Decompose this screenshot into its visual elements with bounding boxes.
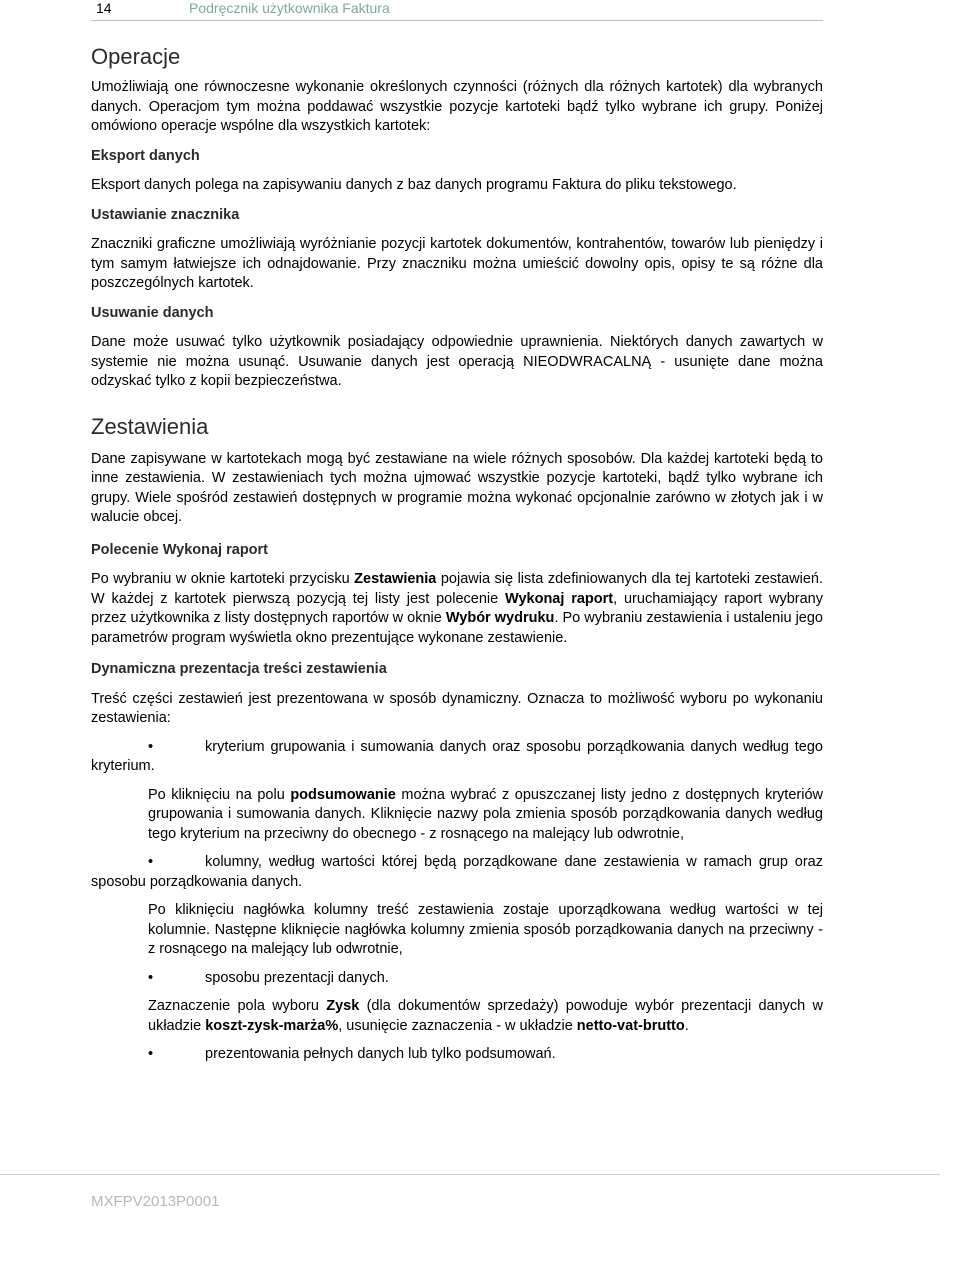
heading-eksport: Eksport danych	[91, 147, 200, 164]
heading-znacznik: Ustawianie znacznika	[91, 206, 240, 223]
running-title: Podręcznik użytkownika Faktura	[189, 0, 390, 16]
footer-divider	[0, 1174, 940, 1175]
heading-dynamiczna: Dynamiczna prezentacja treści zestawienia	[91, 661, 387, 677]
heading-usuwanie: Usuwanie danych	[91, 304, 214, 321]
raport-text: Po wybraniu w oknie kartoteki przycisku Zestawienia pojawia się lista zdefiniowanych dla tej kartoteki zestawień. W każdej z kartotek pierwszą pozycją tej listy jest polecenie Wykonaj raport, uruchamiający raport wybrany przez użytkownika z listy dostępnych raportów w oknie Wybór wydruku. Po wybraniu zestawienia i ustaleniu jego parametrów program wyświetla okno prezentujące wykonane zestawienie.	[91, 571, 823, 646]
bullet2-detail: Po kliknięciu nagłówka kolumny treść zestawienia zostaje uporządkowana według wartości w tej kolumnie. Następne kliknięcie nagłówka kolumny zmienia sposób porządkowania danych na przeciwny - z rosnącego na malejący lub odwrotnie,	[148, 902, 823, 957]
list-item: • sposobu prezentacji danych.	[91, 969, 823, 989]
bullet-glyph: •	[148, 1046, 154, 1062]
list-item: • prezentowania pełnych danych lub tylko podsumowań.	[91, 1045, 823, 1065]
bullet3-detail: Zaznaczenie pola wyboru Zysk (dla dokumentów sprzedaży) powoduje wybór prezentacji danych w układzie koszt-zysk-marża%, usunięcie zaznaczenia - w układzie netto-vat-brutto.	[148, 998, 823, 1034]
footer-code: MXFPV2013P0001	[91, 1193, 220, 1210]
bullet1-detail: Po kliknięciu na polu podsumowanie można wybrać z opuszczanej listy jedno z dostępnych kryteriów grupowania i sumowania danych. Kliknięcie nazwy pola zmienia sposób porządkowania danych według tego kryterium na przeciwny do obecnego - z rosnącego na malejący lub odwrotnie,	[148, 786, 823, 842]
eksport-text: Eksport danych polega na zapisywaniu danych z baz danych programu Faktura do pliku tekstowego.	[91, 177, 737, 193]
page-content	[91, 40, 823, 1065]
page-header	[91, 0, 823, 21]
section-title-zestawienia: Zestawienia	[91, 413, 209, 439]
bullet-glyph: •	[148, 854, 154, 870]
list-item: • kryterium grupowania i sumowania danych oraz sposobu porządkowania danych według tego kryterium.	[91, 738, 823, 774]
heading-wykonaj-raport: Polecenie Wykonaj raport	[91, 541, 269, 558]
bullet-glyph: •	[148, 969, 154, 986]
list-item: • kolumny, według wartości której będą porządkowane dane zestawienia w ramach grup oraz sposobu porządkowania danych.	[91, 854, 823, 890]
usuwanie-text: Dane może usuwać tylko użytkownik posiadający odpowiednie uprawnienia. Niektórych danych zawartych w systemie nie można usunąć. Usuwanie danych jest operacją NIEODWRACALNĄ - usunięte dane można odzyskać tylko z kopii bezpieczeństwa.	[91, 334, 823, 389]
dynamiczna-intro: Treść części zestawień jest prezentowana w sposób dynamiczny. Oznacza to możliwość wyboru po wykonaniu zestawienia:	[91, 690, 823, 726]
section-title-operacje: Operacje	[91, 44, 181, 69]
zestawienia-intro: Dane zapisywane w kartotekach mogą być zestawiane na wiele różnych sposobów. Dla każdej kartoteki będą to inne zestawienia. W zestawieniach tych można ujmować wszystkie pozycje kartoteki, bądź tylko wybrane ich grupy. Wiele spośród zestawień dostępnych w programie można wykonać opcjonalnie zarówno w złotych jak i w walucie obcej.	[91, 450, 823, 525]
page-number: 14	[96, 0, 112, 16]
operacje-intro: Umożliwiają one równoczesne wykonanie określonych czynności (różnych dla różnych kartotek) dla wybranych danych. Operacjom tym można poddawać wszystkie pozycje kartoteki bądź tylko wybrane ich grupy. Poniżej omówiono operacje wspólne dla wszystkich kartotek:	[91, 79, 823, 134]
znacznik-text: Znaczniki graficzne umożliwiają wyróżnianie pozycji kartotek dokumentów, kontrahentów, towarów lub pieniędzy i tym samym łatwiejsze ich odnajdowanie. Przy znaczniku można umieścić dowolny opis, opisy te są różne dla poszczególnych kartotek.	[91, 236, 823, 291]
bullet-glyph: •	[148, 738, 154, 755]
